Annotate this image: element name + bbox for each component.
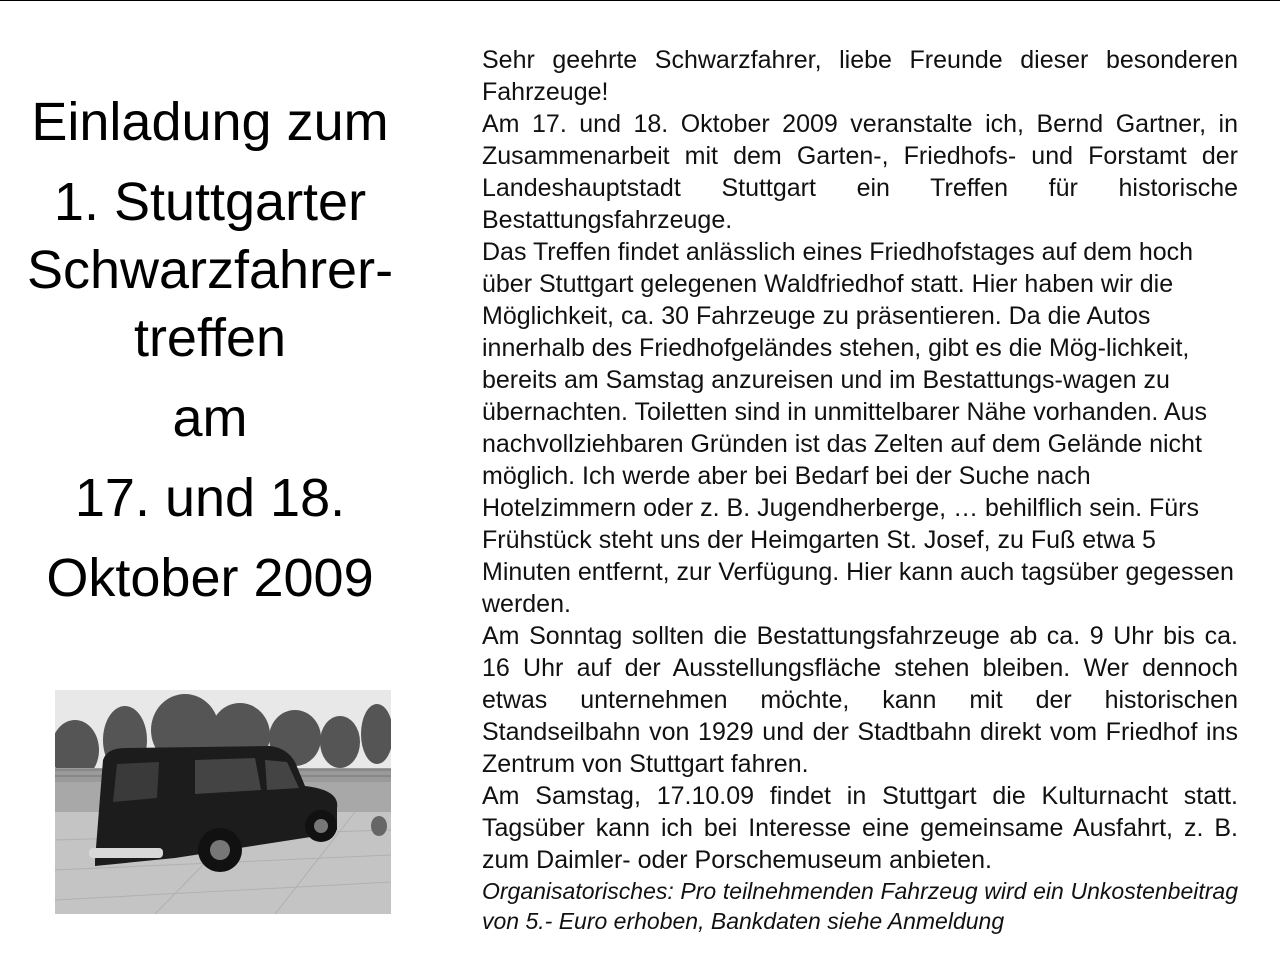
title-line-event-number: 1. Stuttgarter <box>53 172 367 232</box>
top-border-line <box>0 0 1280 1</box>
event-intro-paragraph: Am 17. und 18. Oktober 2009 veranstalte ich, Bernd Gartner, in Zusammenarbeit mit dem Garten-, Friedhofs- und Forstamt der Landeshauptstadt Stuttgart ein Treffen für historische Bestattungsfahrzeuge. <box>482 110 1238 234</box>
organisational-note: Organisatorisches: Pro teilnehmenden Fahrzeug wird ein Unkostenbeitrag von 5.- Euro erhoben, Bankdaten siehe Anmeldung <box>482 878 1238 934</box>
venue-details-paragraph: Das Treffen findet anlässlich eines Friedhofstages auf dem hoch über Stuttgart gelegenen Waldfriedhof statt. Hier haben wir die Möglichkeit, ca. 30 Fahrzeuge zu präsentieren. Da die Autos innerhalb des Friedhofgeländes stehen, gibt es die Mög-lichkeit, bereits am Samstag anzureisen und im Bestattungs-wagen zu übernachten. Toiletten sind in unmittelbarer Nähe vorhanden. Aus nachvollziehbaren Gründen ist das Zelten auf dem Gelände nicht möglich. Ich werde aber bei Bedarf bei der Suche nach Hotelzimmern oder z. B. Jugendherberge, … behilflich sein. Fürs Frühstück steht uns der Heimgarten St. Josef, zu Fuß etwa 5 Minuten entfernt, zur Verfügung. Hier kann auch tagsüber gegessen werden. <box>482 238 1234 618</box>
title-line-event-suffix: treffen <box>133 308 287 368</box>
invitation-title <box>10 88 410 612</box>
hearse-photo <box>55 690 391 914</box>
sunday-schedule-paragraph: Am Sonntag sollten die Bestattungsfahrzeuge ab ca. 9 Uhr bis ca. 16 Uhr auf der Ausstellungsfläche stehen bleiben. Wer dennoch etwas unternehmen möchte, kann mit der historischen Standseilbahn von 1929 und der Stadtbahn direkt vom Friedhof ins Zentrum von Stuttgart fahren. <box>482 622 1238 778</box>
hearse-image <box>55 690 391 914</box>
title-line-invitation: Einladung zum <box>31 92 389 152</box>
title-line-event-name: Schwarzfahrer- <box>26 240 394 300</box>
title-line-dates: 17. und 18. <box>74 468 346 528</box>
invitation-body <box>482 44 1238 936</box>
title-line-am: am <box>172 388 248 448</box>
saturday-program-paragraph: Am Samstag, 17.10.09 findet in Stuttgart die Kulturnacht statt. Tagsüber kann ich bei Interesse eine gemeinsame Ausfahrt, z. B. zum Daimler- oder Porschemuseum anbieten. <box>482 782 1238 874</box>
title-line-month-year: Oktober 2009 <box>46 548 374 608</box>
greeting-paragraph: Sehr geehrte Schwarzfahrer, liebe Freunde dieser besonderen Fahrzeuge! <box>482 46 1238 106</box>
